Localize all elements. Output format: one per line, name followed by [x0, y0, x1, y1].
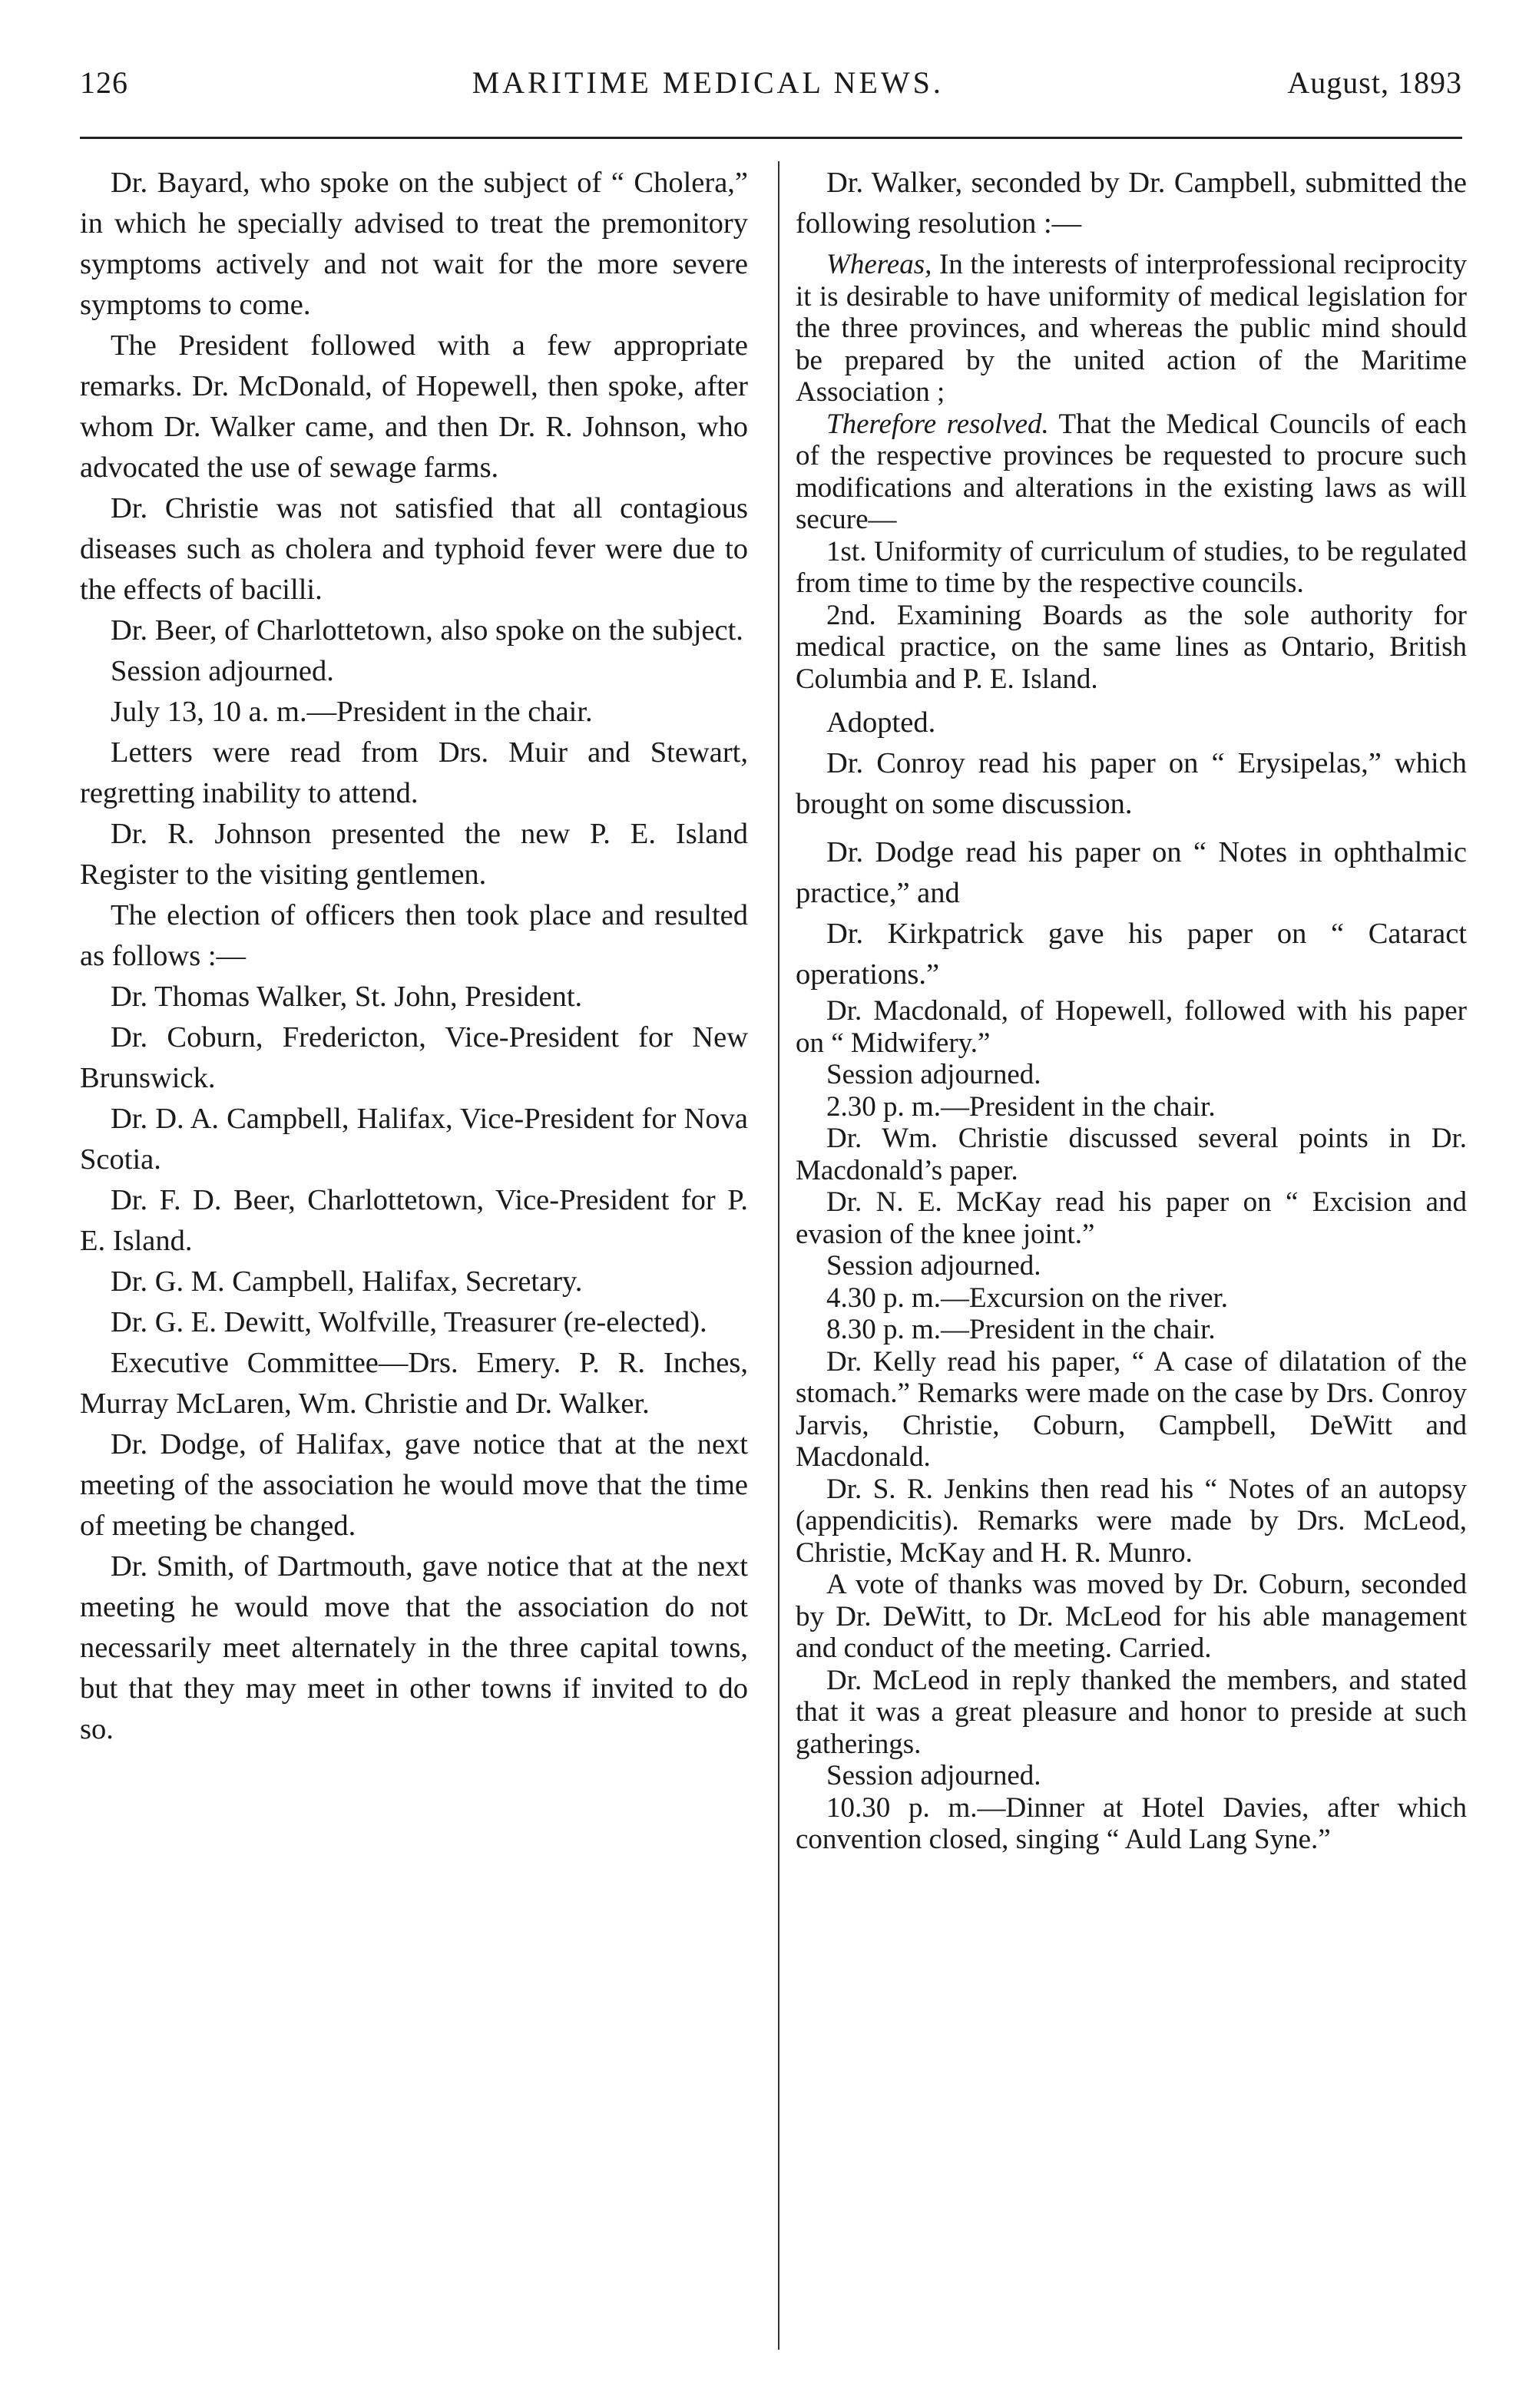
paragraph-adjourned: Session adjourned. [826, 1059, 1041, 1090]
resolution-point-2: 2nd. Examining Boards as the sole authority for medical practice, on the same lines as Ontario, British Columbia and P. E. Island. [796, 599, 1467, 695]
paragraph-excursion: 4.30 p. m.—Excursion on the river. [826, 1282, 1229, 1314]
paragraph: The President followed with a few appropriate remarks. Dr. McDonald, of Hopewell, then spoke, after whom Dr. Walker came, and then Dr. R. Johnson, who advocated the use of sewage farms. [80, 329, 748, 484]
paragraph-dinner: 10.30 p. m.—Dinner at Hotel Davies, after which convention closed, singing “ Auld Lang Syne.” [796, 1791, 1467, 1855]
paragraph: Dr. G. E. Dewitt, Wolfville, Treasurer (re-elected). [111, 1306, 707, 1338]
paragraph-christie: Dr. Wm. Christie discussed several points in Dr. Macdonald’s paper. [796, 1123, 1467, 1186]
paragraph: Dr. Smith, of Dartmouth, gave notice that at the next meeting he would move that the association do not necessarily meet alternately in the three capital towns, but that they may meet in other towns if invited to do so. [80, 1550, 748, 1745]
paragraph-kelly: Dr. Kelly read his paper, “ A case of dilatation of the stomach.” Remarks were made on the case by Drs. Conroy Jarvis, Christie, Coburn, Campbell, DeWitt and Macdonald. [796, 1345, 1467, 1473]
resolution-whereas [796, 249, 1467, 408]
paragraph-adjourned: Session adjourned. [826, 1250, 1041, 1282]
paragraph: Dr. R. Johnson presented the new P. E. Island Register to the visiting gentlemen. [80, 818, 748, 891]
paragraph: The election of officers then took place and resulted as follows :— [80, 899, 748, 972]
paragraph: Letters were read from Drs. Muir and Stewart, regretting inability to attend. [80, 736, 748, 809]
paragraph: Executive Committee—Drs. Emery. P. R. Inches, Murray McLaren, Wm. Christie and Dr. Walker. [80, 1347, 748, 1420]
paragraph: Session adjourned. [111, 655, 334, 687]
paragraph-adopted: Adopted. [826, 706, 936, 739]
whereas-label: Whereas, [826, 249, 932, 280]
paragraph: July 13, 10 a. m.—President in the chair. [111, 696, 593, 728]
running-header [80, 64, 1462, 118]
paragraph: Dr. Beer, of Charlottetown, also spoke on the subject. [111, 614, 743, 647]
resolution-therefore [796, 408, 1467, 536]
paragraph-jenkins: Dr. S. R. Jenkins then read his “ Notes of an autopsy (appendicitis). Remarks were made by Drs. McLeod, Christie, McKay and H. R. Munro. [796, 1473, 1467, 1569]
paragraph-conroy: Dr. Conroy read his paper on “ Erysipelas,” which brought on some discussion. [796, 747, 1467, 820]
column-divider [778, 161, 779, 2350]
paragraph-evening: 8.30 p. m.—President in the chair. [826, 1314, 1216, 1345]
journal-title: MARITIME MEDICAL NEWS. [472, 65, 944, 100]
paragraph: Dr. Coburn, Fredericton, Vice-President for New Brunswick. [80, 1021, 748, 1094]
paragraph-reply: Dr. McLeod in reply thanked the members, and stated that it was a great pleasure and honor to preside at such gatherings. [796, 1664, 1467, 1760]
paragraph: Dr. Christie was not satisfied that all contagious diseases such as cholera and typhoid fever were due to the effects of bacilli. [80, 492, 748, 606]
paragraph-kirkpatrick: Dr. Kirkpatrick gave his paper on “ Cataract operations.” [796, 918, 1467, 991]
paragraph-dodge: Dr. Dodge read his paper on “ Notes in ophthalmic practice,” and [796, 836, 1467, 909]
paragraph: Dr. Bayard, who spoke on the subject of “ Cholera,” in which he specially advised to treat the premonitory symptoms actively and not wait for the more severe symptoms to come. [80, 167, 748, 321]
page-number: 126 [80, 65, 128, 100]
paragraph: Dr. G. M. Campbell, Halifax, Secretary. [111, 1265, 583, 1298]
paragraph: Dr. Thomas Walker, St. John, President. [111, 981, 583, 1013]
paragraph-adjourned: Session adjourned. [826, 1760, 1041, 1791]
paragraph: Dr. Dodge, of Halifax, gave notice that at the next meeting of the association he would move that the time of meeting be changed. [80, 1428, 748, 1542]
header-rule [80, 137, 1462, 139]
paragraph-macdonald: Dr. Macdonald, of Hopewell, followed with his paper on “ Midwifery.” [796, 995, 1467, 1059]
right-column [796, 163, 1467, 1856]
therefore-text: That the Medical Councils of each of the respective provinces be requested to procure such modifications and alterations in the existing laws as will secure— [796, 408, 1467, 535]
paragraph: Dr. D. A. Campbell, Halifax, Vice-President for Nova Scotia. [80, 1103, 748, 1176]
issue-date: August, 1893 [1287, 65, 1462, 100]
paragraph-afternoon: 2.30 p. m.—President in the chair. [826, 1090, 1216, 1123]
whereas-text: In the interests of interprofessional reciprocity it is desirable to have uniformity of medical legislation for the three provinces, and whereas the public mind should be prepared by the united action of the Maritime Association ; [796, 249, 1467, 408]
paragraph-mckay: Dr. N. E. McKay read his paper on “ Excision and evasion of the knee joint.” [796, 1186, 1467, 1250]
left-column [80, 163, 748, 1750]
paragraph: Dr. F. D. Beer, Charlottetown, Vice-President for P. E. Island. [80, 1184, 748, 1257]
paragraph-thanks: A vote of thanks was moved by Dr. Coburn, seconded by Dr. DeWitt, to Dr. McLeod for his able management and conduct of the meeting. Carried. [796, 1569, 1467, 1664]
therefore-label: Therefore resolved. [826, 408, 1049, 440]
resolution-point-1: 1st. Uniformity of curriculum of studies, to be regulated from time to time by the respective councils. [796, 535, 1467, 599]
resolution-intro: Dr. Walker, seconded by Dr. Campbell, submitted the following resolution :— [796, 167, 1467, 240]
